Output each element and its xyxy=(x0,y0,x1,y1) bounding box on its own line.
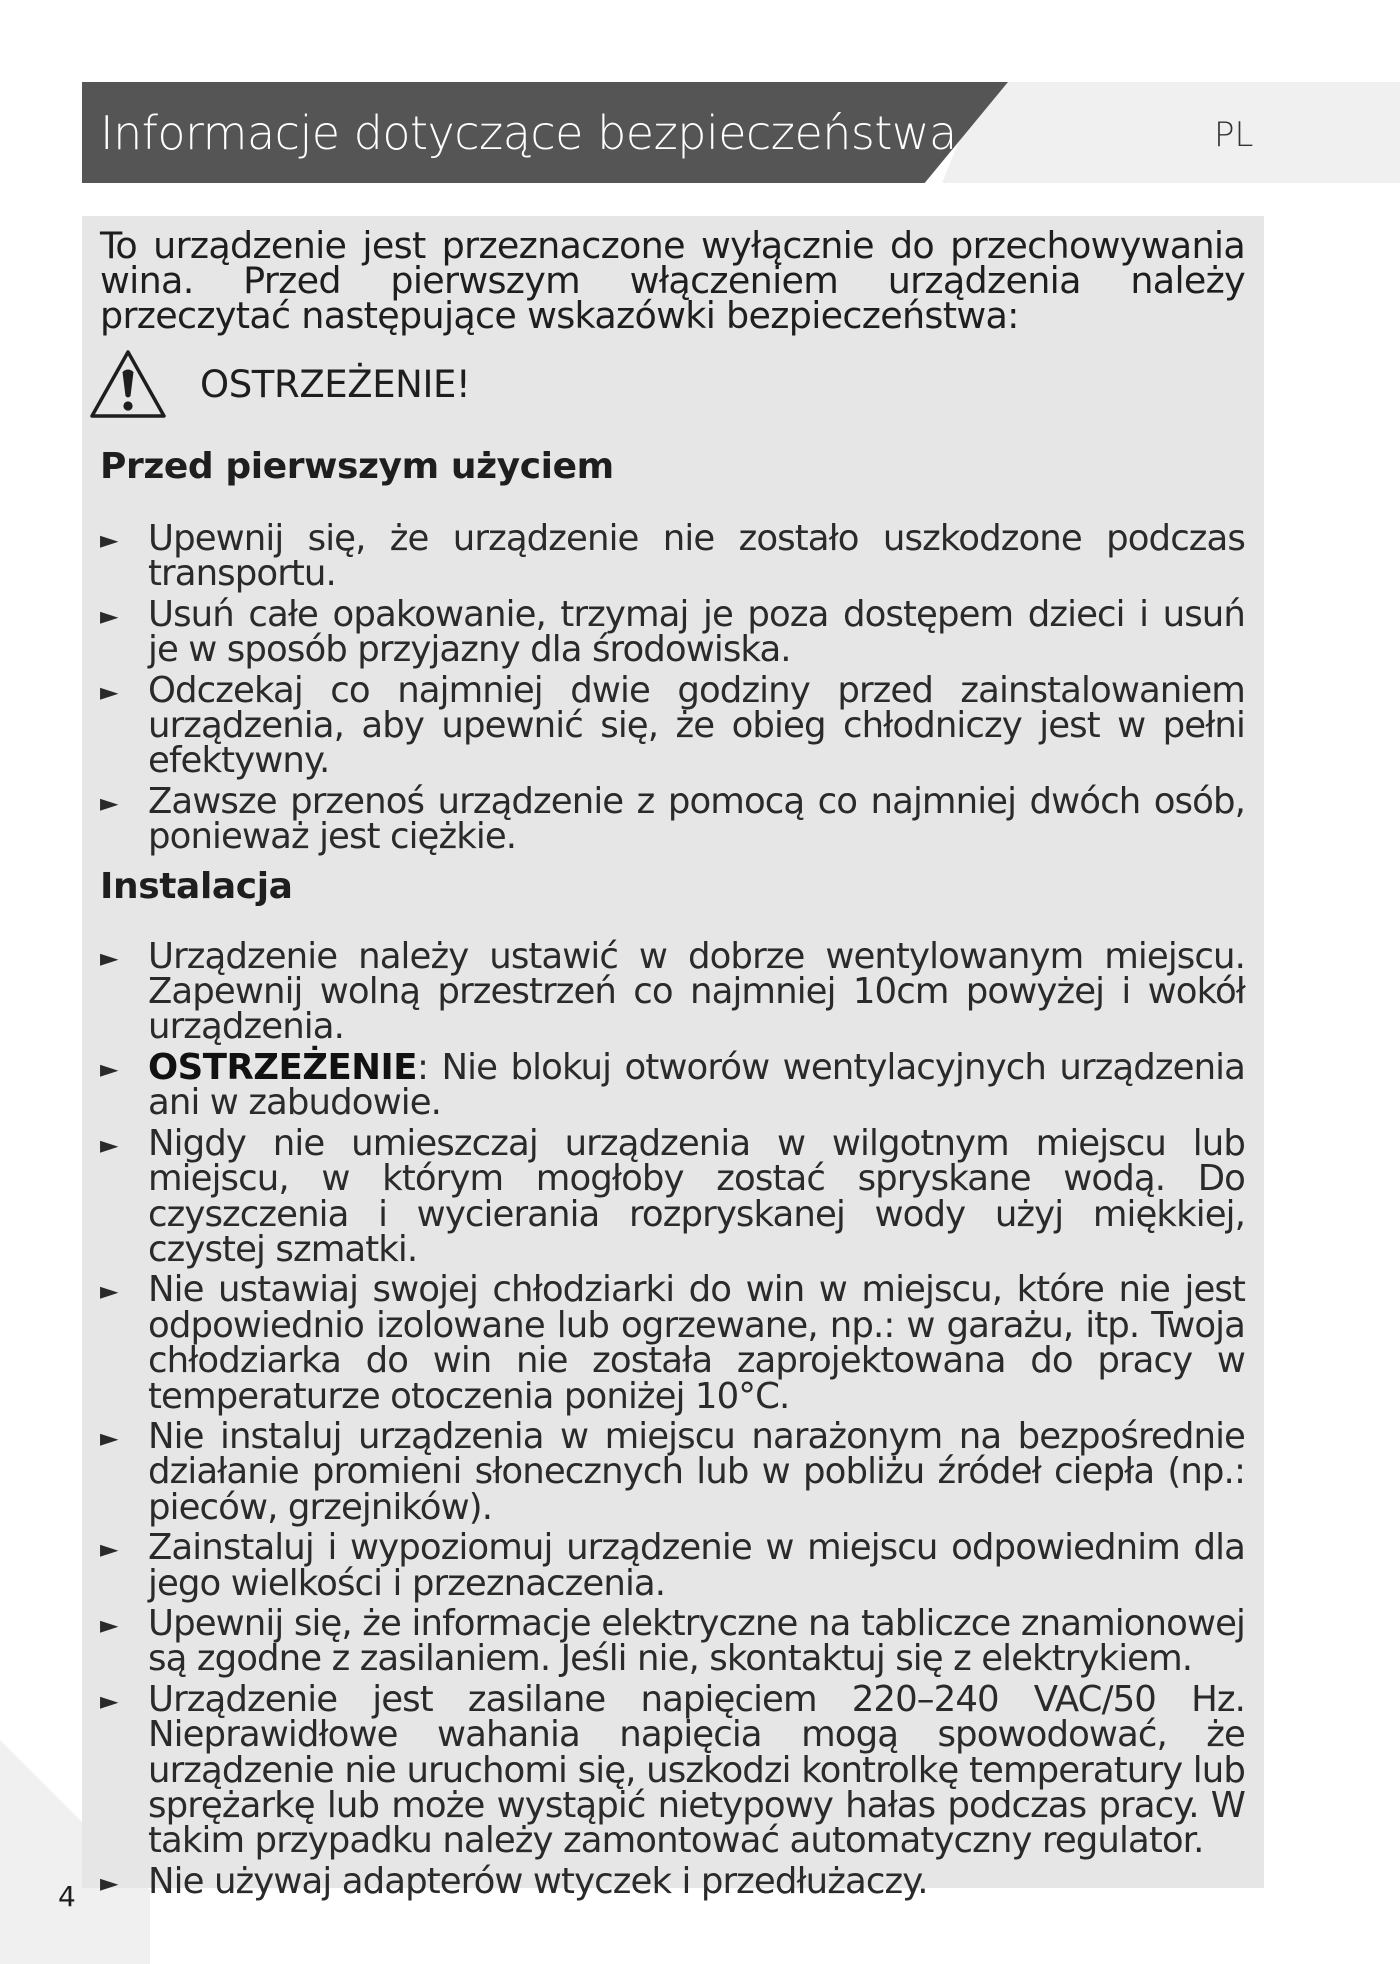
list-item-text: Nie ustawiaj swojej chłodziarki do win w miejscu, które nie jest odpowiednio izolowane lub ogrzewane, np.: w garażu, itp. Twoja chłodziarka do win nie została zaprojektowana do pracy w temperaturze otoczenia poniżej 10°C. xyxy=(148,1269,1245,1417)
list-item xyxy=(100,1415,1245,1528)
list-item xyxy=(100,518,1245,595)
warning-triangle-icon xyxy=(88,348,168,420)
list-item-text: Upewnij się, że informacje elektryczne na tabliczce znamionowej są zgodne z zasilaniem. Jeśli nie, skontaktuj się z elektrykiem. xyxy=(148,1602,1245,1680)
bullet-arrow-icon: ► xyxy=(100,1610,118,1639)
bullet-arrow-icon: ► xyxy=(100,601,118,630)
list-item xyxy=(100,1122,1245,1270)
list-item xyxy=(100,1678,1245,1862)
bullet-arrow-icon: ► xyxy=(100,1054,118,1083)
list-item xyxy=(100,935,1245,1048)
list-item xyxy=(100,669,1245,782)
header-corner-decoration xyxy=(942,82,1400,183)
content xyxy=(100,224,1245,1904)
section-heading-installation: Instalacja xyxy=(100,865,293,907)
intro-text: To urządzenie jest przeznaczone wyłącznie do przechowywania wina. Przed pierwszym włączeniem urządzenia należy przeczytać następujące wskazówki bezpieczeństwa: xyxy=(100,224,1245,337)
list-item xyxy=(100,1860,1245,1902)
first-use-list xyxy=(100,518,1245,858)
bullet-arrow-icon: ► xyxy=(100,788,118,817)
list-item-text: Nie używaj adapterów wtyczek i przedłużaczy. xyxy=(148,1860,928,1902)
bullet-arrow-icon: ► xyxy=(100,1423,118,1452)
list-item-text: Nie instaluj urządzenia w miejscu narażonym na bezpośrednie działanie promieni słonecznych lub w pobliżu źródeł ciepła (np.: pieców, grzejników). xyxy=(148,1415,1245,1528)
bullet-arrow-icon: ► xyxy=(100,1130,118,1159)
bullet-arrow-icon: ► xyxy=(100,1686,118,1715)
bullet-arrow-icon: ► xyxy=(100,943,118,972)
bullet-arrow-icon: ► xyxy=(100,677,118,706)
installation-list xyxy=(100,935,1245,1902)
list-item xyxy=(100,1046,1245,1124)
page-number: 4 xyxy=(58,1880,76,1913)
list-item-text: Odczekaj co najmniej dwie godziny przed zainstalowaniem urządzenia, aby upewnić się, że obieg chłodniczy jest w pełni efektywny. xyxy=(148,669,1245,782)
warning-label: OSTRZEŻENIE! xyxy=(200,362,471,406)
page-title: Informacje dotyczące bezpieczeństwa xyxy=(100,106,957,160)
list-item xyxy=(100,593,1245,671)
language-code: PL xyxy=(1214,115,1254,155)
list-item-text: Zainstaluj i wypoziomuj urządzenie w miejscu odpowiednim dla jego wielkości i przeznaczenia. xyxy=(148,1527,1245,1604)
bullet-arrow-icon: ► xyxy=(100,1277,118,1306)
bullet-arrow-icon: ► xyxy=(100,1535,118,1564)
bullet-arrow-icon: ► xyxy=(100,1868,118,1897)
list-item xyxy=(100,780,1245,858)
list-item-text: Zawsze przenoś urządzenie z pomocą co najmniej dwóch osób, ponieważ jest ciężkie. xyxy=(148,780,1245,858)
list-item-text: Nigdy nie umieszczaj urządzenia w wilgotnym miejscu lub miejscu, w którym mogłoby zostać spryskane wodą. Do czyszczenia i wycierania rozpryskanej wody użyj miękkiej, czystej szmatki. xyxy=(148,1122,1245,1270)
list-item-text: Urządzenie należy ustawić w dobrze wentylowanym miejscu. Zapewnij wolną przestrzeń co najmniej 10cm powyżej i wokół urządzenia. xyxy=(148,935,1245,1048)
list-item xyxy=(100,1527,1245,1604)
bullet-arrow-icon: ► xyxy=(100,526,118,554)
list-item-text: Urządzenie jest zasilane napięciem 220–240 VAC/50 Hz. Nieprawidłowe wahania napięcia mogą spowodować, że urządzenie nie uruchomi się, uszkodzi kontrolkę temperatury lub sprężarkę lub może wystąpić nietypowy hałas podczas pracy. W takim przypadku należy zamontować automatyczny regulator. xyxy=(148,1678,1245,1862)
list-item-text: Upewnij się, że urządzenie nie zostało uszkodzone podczas transportu. xyxy=(148,518,1245,595)
inline-warning-label: OSTRZEŻENIE xyxy=(148,1046,417,1088)
list-item xyxy=(100,1269,1245,1417)
list-item xyxy=(100,1602,1245,1680)
list-item-text: Usuń całe opakowanie, trzymaj je poza dostępem dzieci i usuń je w sposób przyjazny dla środowiska. xyxy=(148,593,1245,671)
warning-row xyxy=(100,345,1245,423)
list-item-text: : Nie blokuj otworów wentylacyjnych urządzenia ani w zabudowie. xyxy=(148,1046,1245,1124)
section-heading-first-use: Przed pierwszym użyciem xyxy=(100,446,614,487)
